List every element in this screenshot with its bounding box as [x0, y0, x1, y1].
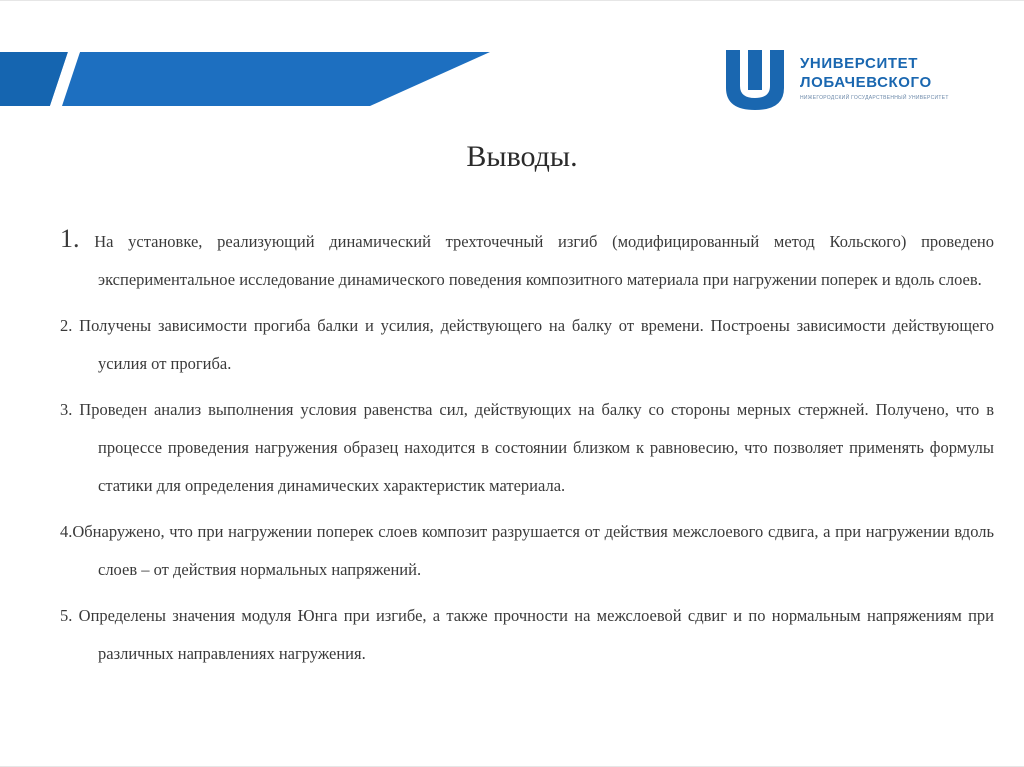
slide-title: Выводы.: [466, 140, 578, 173]
conclusion-text: Обнаружено, что при нагружении поперек слоев композит разрушается от действия межслоевого сдвига, а при нагружении вдоль слоев – от действия нормальных напряжений.: [72, 522, 994, 579]
university-logo: [722, 46, 952, 116]
conclusion-number: 1.: [60, 224, 80, 253]
conclusion-item: [60, 597, 994, 673]
conclusion-number: 4.: [60, 522, 73, 541]
banner-right-block: [52, 52, 490, 106]
conclusion-number: 5.: [60, 606, 73, 625]
conclusion-number: 2.: [60, 316, 73, 335]
conclusion-item: [60, 513, 994, 589]
logo-wordmark: [800, 54, 949, 101]
conclusion-number: 3.: [60, 400, 73, 419]
logo-line-lobachevsky: ЛОБАЧЕВСКОГО: [800, 74, 932, 91]
conclusion-item: [60, 307, 994, 383]
header-banner: [0, 0, 490, 110]
logo-line-university: УНИВЕРСИТЕТ: [800, 55, 918, 72]
conclusion-text: На установке, реализующий динамический трехточечный изгиб (модифицированный метод Кольского) проведено экспериментальное исследование динамического поведения композитного материала при нагружении поперек и вдоль слоев.: [94, 232, 995, 289]
conclusion-text: Определены значения модуля Юнга при изгибе, а также прочности на межслоевой сдвиг и по нормальным напряжениям при различных направлениях нагружения.: [78, 606, 994, 663]
university-u-icon: [722, 46, 788, 112]
conclusion-item: [60, 391, 994, 505]
conclusions-list: [60, 220, 994, 681]
conclusion-item: [60, 220, 994, 299]
conclusion-text: Проведен анализ выполнения условия равенства сил, действующих на балку со стороны мерных стержней. Получено, что в процессе проведения нагружения образец находится в состоянии близком к равновесию, что позволяет применять формулы статики для определения динамических характеристик материала.: [79, 400, 994, 495]
logo-subtitle: НИЖЕГОРОДСКИЙ ГОСУДАРСТВЕННЫЙ УНИВЕРСИТЕТ: [800, 95, 949, 101]
conclusion-text: Получены зависимости прогиба балки и усилия, действующего на балку от времени. Построены зависимости действующего усилия от прогиба.: [79, 316, 994, 373]
